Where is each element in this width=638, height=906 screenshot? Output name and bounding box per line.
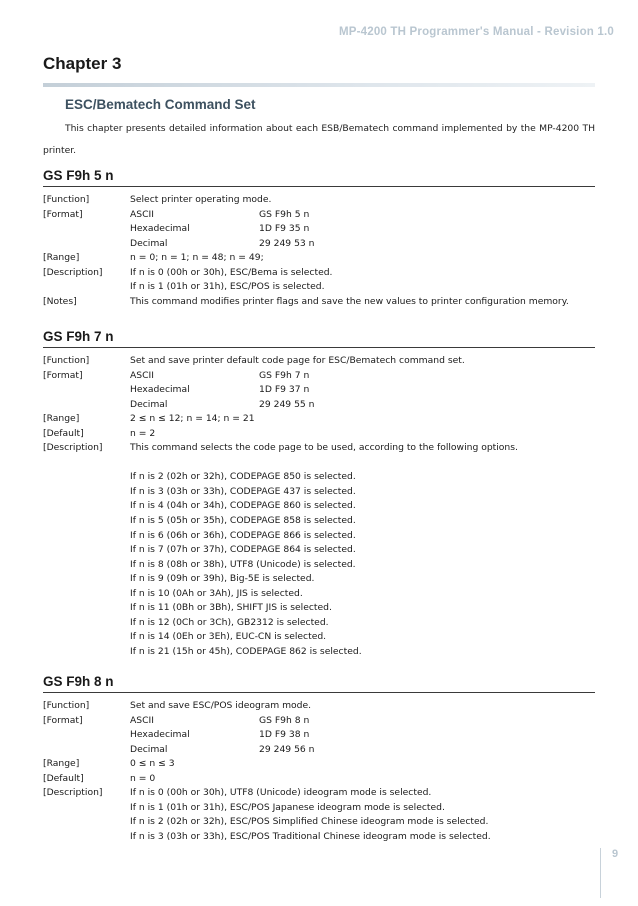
codepage-option [43,514,595,529]
section-title: GS F9h 5 n [43,168,114,183]
function-label: [Function] [43,194,90,205]
description-label: [Description] [43,787,103,799]
section-rule [43,347,595,348]
description-row [43,830,595,845]
option-text: If n is 12 (0Ch or 3Ch), GB2312 is selected. [130,616,329,628]
notes-text: This command modifies printer flags and save the new values to printer configuration memory. [130,295,569,307]
format-hex-key: Hexadecimal [130,729,190,741]
option-text: If n is 10 (0Ah or 3Ah), JIS is selected. [130,587,303,599]
section-rule [43,186,595,187]
format-row [43,369,595,384]
description-text: This command selects the code page to be used, according to the following options. [130,442,518,454]
codepage-option [43,645,595,660]
format-hex-value: 1D F9 35 n [259,223,310,235]
range-row [43,251,595,266]
format-label: [Format] [43,208,83,220]
description-line: If n is 1 (01h or 31h), ESC/POS Japanese ideogram mode is selected. [130,801,445,813]
range-text: n = 0; n = 1; n = 48; n = 49; [130,252,264,264]
codepage-option [43,529,595,544]
range-text: 2 ≤ n ≤ 12; n = 14; n = 21 [130,413,255,425]
format-label: [Format] [43,714,83,726]
format-hex-value: 1D F9 37 n [259,384,310,396]
format-decimal-value: 29 249 56 n [259,743,315,755]
page-number: 9 [612,848,619,860]
default-row [43,427,595,442]
codepage-option [43,616,595,631]
option-text: If n is 14 (0Eh or 3Eh), EUC-CN is selected. [130,631,327,643]
option-text: If n is 3 (03h or 33h), CODEPAGE 437 is selected. [130,485,356,497]
default-label: [Default] [43,427,84,439]
format-row [43,237,595,252]
format-row [43,398,595,413]
codepage-option [43,558,595,573]
running-header: MP-4200 TH Programmer's Manual - Revision 1.0 [338,26,614,38]
function-text: Set and save ESC/POS ideogram mode. [130,700,312,711]
option-text: If n is 11 (0Bh or 3Bh), SHIFT JIS is selected. [130,602,332,614]
format-ascii-value: GS F9h 5 n [259,208,310,220]
format-label: [Format] [43,369,83,381]
page-side-rule [600,848,601,898]
section-gs-f9h-8-n [43,672,595,844]
format-row [43,743,595,758]
function-label: [Function] [43,355,90,366]
function-text: Select printer operating mode. [130,194,272,205]
format-decimal-value: 29 249 55 n [259,398,315,410]
format-row [43,222,595,237]
format-row [43,383,595,398]
codepage-option [43,587,595,602]
chapter-title: Chapter 3 [43,54,122,73]
format-ascii-key: ASCII [130,208,154,220]
codepage-option [43,485,595,500]
function-text: Set and save printer default code page for ESC/Bematech command set. [130,355,465,366]
option-text: If n is 6 (06h or 36h), CODEPAGE 866 is selected. [130,529,356,541]
option-text: If n is 4 (04h or 34h), CODEPAGE 860 is selected. [130,500,356,512]
range-row [43,757,595,772]
description-line: If n is 2 (02h or 32h), ESC/POS Simplified Chinese ideogram mode is selected. [130,816,489,828]
format-row [43,728,595,743]
format-decimal-value: 29 249 53 n [259,237,315,249]
format-hex-value: 1D F9 38 n [259,729,310,741]
section-gs-f9h-5-n [43,166,595,309]
description-row [43,801,595,816]
option-text: If n is 7 (07h or 37h), CODEPAGE 864 is selected. [130,544,356,556]
range-row [43,412,595,427]
section-title: GS F9h 7 n [43,329,114,344]
description-row [43,786,595,801]
function-label: [Function] [43,700,90,711]
range-text: 0 ≤ n ≤ 3 [130,758,175,770]
function-row [43,354,595,369]
format-hex-key: Hexadecimal [130,384,190,396]
codepage-option [43,630,595,645]
format-decimal-key: Decimal [130,743,168,755]
option-text: If n is 9 (09h or 39h), Big-5E is selected. [130,573,315,585]
section-rule [43,692,595,693]
codepage-option [43,499,595,514]
option-text: If n is 5 (05h or 35h), CODEPAGE 858 is selected. [130,515,356,527]
chapter-subtitle: ESC/Bematech Command Set [65,97,256,112]
description-row [43,441,595,456]
function-row [43,699,595,714]
default-label: [Default] [43,772,84,784]
format-row [43,714,595,729]
section-title: GS F9h 8 n [43,674,114,689]
format-ascii-key: ASCII [130,714,154,726]
section-gs-f9h-7-n [43,327,595,659]
default-text: n = 0 [130,772,156,784]
description-line: If n is 3 (03h or 33h), ESC/POS Traditional Chinese ideogram mode is selected. [130,830,491,842]
notes-label: [Notes] [43,295,77,307]
option-text: If n is 21 (15h or 45h), CODEPAGE 862 is selected. [130,645,362,657]
description-label: [Description] [43,266,103,278]
codepage-option [43,601,595,616]
description-row [43,280,595,295]
default-text: n = 2 [130,427,156,439]
notes-row [43,295,595,310]
default-row [43,772,595,787]
description-row [43,815,595,830]
description-line: If n is 0 (00h or 30h), ESC/Bema is selected. [130,266,333,278]
range-label: [Range] [43,413,80,425]
codepage-option [43,543,595,558]
format-ascii-value: GS F9h 8 n [259,714,310,726]
option-text: If n is 2 (02h or 32h), CODEPAGE 850 is selected. [130,471,356,483]
range-label: [Range] [43,758,80,770]
option-text: If n is 8 (08h or 38h), UTF8 (Unicode) is selected. [130,558,356,570]
codepage-option [43,470,595,485]
format-hex-key: Hexadecimal [130,223,190,235]
format-decimal-key: Decimal [130,237,168,249]
codepage-option [43,572,595,587]
function-row [43,193,595,208]
description-label: [Description] [43,442,103,454]
description-line: If n is 0 (00h or 30h), UTF8 (Unicode) ideogram mode is selected. [130,787,432,799]
description-line: If n is 1 (01h or 31h), ESC/POS is selected. [130,281,325,293]
chapter-rule [43,83,595,87]
range-label: [Range] [43,252,80,264]
format-decimal-key: Decimal [130,398,168,410]
description-row [43,266,595,281]
format-ascii-key: ASCII [130,369,154,381]
chapter-intro: This chapter presents detailed information about each ESB/Bematech command implemented by the MP-4200 TH printer. [43,123,595,156]
format-ascii-value: GS F9h 7 n [259,369,310,381]
format-row [43,208,595,223]
